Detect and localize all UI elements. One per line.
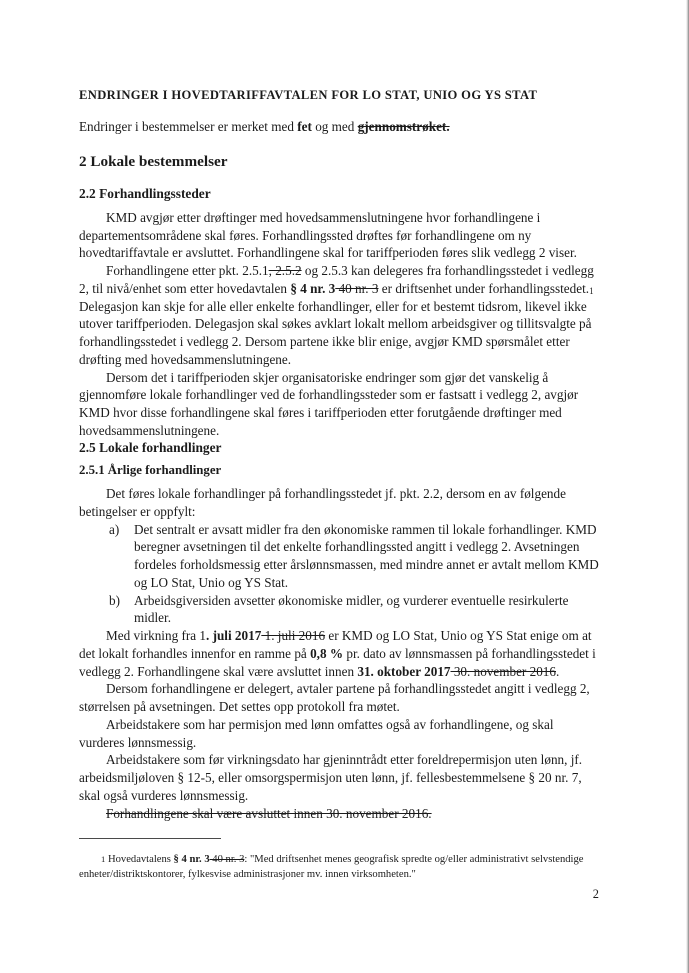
- virkning-bold-3: 31. oktober 2017: [357, 663, 451, 679]
- virkning-part-3: pr. dato av lønnsmassen på forhandlingsstedet i vedlegg 2. Forhandlingene skal være avsluttet innen: [79, 645, 596, 679]
- footnote-part-2: : "Med driftsenhet menes geografisk spredte og/eller administrativt selvstendige enheter/distriktskontorer, fylkesvise administrasjoner mv. innen virksomheten.": [79, 854, 584, 881]
- p222-bold-1: § 4 nr. 3: [290, 280, 336, 296]
- list-item-marker: a): [109, 521, 120, 537]
- virkning-strike-1: 1. juli 2016: [261, 628, 326, 644]
- legend-bold-sample: fet: [297, 119, 312, 135]
- list-item: [79, 592, 599, 628]
- p222-part-4: Delegasjon kan skje for alle eller enkelte forhandlinger, eller for et bestemt tidsrom, likevel ikke utover tariffperioden. Delegasjon skal søkes avklart lokalt mellom arbeidsgiver og tillitsvalgte på forhandlingsstedet i vedlegg 2. Dersom partene ikke blir enige, avgjør KMD spørsmålet etter drøfting med hovedsammenslutningene.: [79, 298, 592, 367]
- virkning-strike-2: 30. november 2016: [450, 663, 556, 679]
- virkning-bold-1: . juli 2017: [205, 628, 262, 644]
- legend-strike-sample: gjennomstrøket.: [357, 119, 450, 135]
- footnote-part-1: Hovedavtalens: [105, 854, 174, 865]
- paragraph-2-5-1-intro: Det føres lokale forhandlinger på forhandlingsstedet jf. pkt. 2.2, dersom en av følgende betingelser er oppfylt:: [79, 486, 566, 519]
- p222-part-1: Forhandlingene etter pkt. 2.5.1: [106, 263, 269, 279]
- legend-before: Endringer i bestemmelser er merket med: [79, 119, 298, 135]
- virkning-part-2: er KMD og LO Stat, Unio og YS Stat enige om at det lokalt forhandles innenfor en ramme på: [79, 628, 592, 661]
- footnote-1: [79, 852, 599, 882]
- list-item-text: Det sentralt er avsatt midler fra den økonomiske rammen til lokale forhandlinger. KMD beregner avsetningen til det enkelte forhandlingssted angitt i vedlegg 2. Avsetningen fordeles forholdsmessig etter årslønnsmassen, med mindre annet er avtalt mellom KMD og LO Stat, Unio og YS Stat.: [134, 521, 599, 590]
- virkning-part-1: Med virkning fra 1: [106, 628, 206, 644]
- footnote-number: 1: [101, 854, 106, 864]
- p222-part-2: og 2.5.3 kan delegeres fra forhandlingsstedet i vedlegg 2, til nivå/enhet som etter hovedavtalen: [79, 263, 594, 296]
- list-item-text: Arbeidsgiversiden avsetter økonomiske midler, og vurderer eventuelle resirkulerte midler.: [134, 592, 569, 626]
- legend-line: [79, 118, 599, 136]
- paragraph-virkningsdato: [79, 627, 599, 680]
- list-item: [79, 521, 599, 592]
- footnote-separator-rule: [79, 838, 221, 839]
- p222-strike-1: , 2.5.2: [268, 263, 302, 279]
- heading-chapter-2: 2 Lokale bestemmelser: [79, 152, 228, 170]
- legend-middle: og med: [311, 119, 358, 135]
- paragraph-2-2-1: KMD avgjør etter drøftinger med hovedsammenslutningene hvor forhandlingene i departementsområdene skal føres. Forhandlingssted drøftes før forhandlingene om ny hovedtariffavtale er avsluttet. Forhandlingene skal for tariffperioden føres slik vedlegg 2 viser.: [79, 209, 577, 261]
- footnote-bold-1: § 4 nr. 3: [173, 854, 210, 865]
- page-number: 2: [592, 887, 599, 901]
- conditions-list: [79, 521, 599, 628]
- footnote-area: [79, 838, 599, 882]
- paragraph-delegert: Dersom forhandlingene er delegert, avtaler partene på forhandlingsstedet angitt i vedlegg 2, størrelsen på avsetningen. Det settes opp protokoll fra møtet.: [79, 681, 590, 715]
- heading-subsection-2-5-1: 2.5.1 Årlige forhandlinger: [79, 462, 222, 477]
- paragraph-2-2-3: Dersom det i tariffperioden skjer organisatoriske endringer som gjør det vanskelig å gjennomføre lokale forhandlinger ved de forhandlingssteder som er fastsatt i vedlegg 2, avgjør KMD hvor disse forhandlingene skal føres i tariffperioden etter forutgående drøftinger med hovedsammenslutningene.: [79, 369, 579, 438]
- virkning-part-4: .: [556, 663, 560, 679]
- footnote-reference-marker: 1: [589, 285, 594, 296]
- paragraph-2-2-2: [79, 262, 599, 369]
- heading-section-2-2: 2.2 Forhandlingssteder: [79, 185, 211, 201]
- document-title: ENDRINGER I HOVEDTARIFFAVTALEN FOR LO STAT, UNIO OG YS STAT: [79, 88, 538, 102]
- heading-section-2-5: 2.5 Lokale forhandlinger: [79, 439, 222, 455]
- list-item-marker: b): [109, 592, 120, 608]
- p222-part-3: er driftsenhet under forhandlingsstedet.: [378, 280, 590, 296]
- paragraph-struck-deadline: Forhandlingene skal være avsluttet innen 30. november 2016.: [106, 805, 432, 821]
- footnote-strike-1: 40 nr. 3: [209, 854, 245, 865]
- virkning-bold-2: 0,8 %: [310, 645, 344, 661]
- paragraph-permisjon: Arbeidstakere som har permisjon med lønn omfattes også av forhandlingene, og skal vurderes lønnsmessig.: [79, 716, 554, 750]
- paragraph-gjeninntradt: Arbeidstakere som før virkningsdato har gjeninntrådt etter foreldrepermisjon uten lønn, jf. arbeidsmiljøloven § 12-5, eller omsorgspermisjon uten lønn, jf. fellesbestemmelsene § 20 nr. 7, skal også vurderes lønnsmessig.: [79, 752, 583, 803]
- p222-strike-2: 40 nr. 3: [335, 280, 379, 296]
